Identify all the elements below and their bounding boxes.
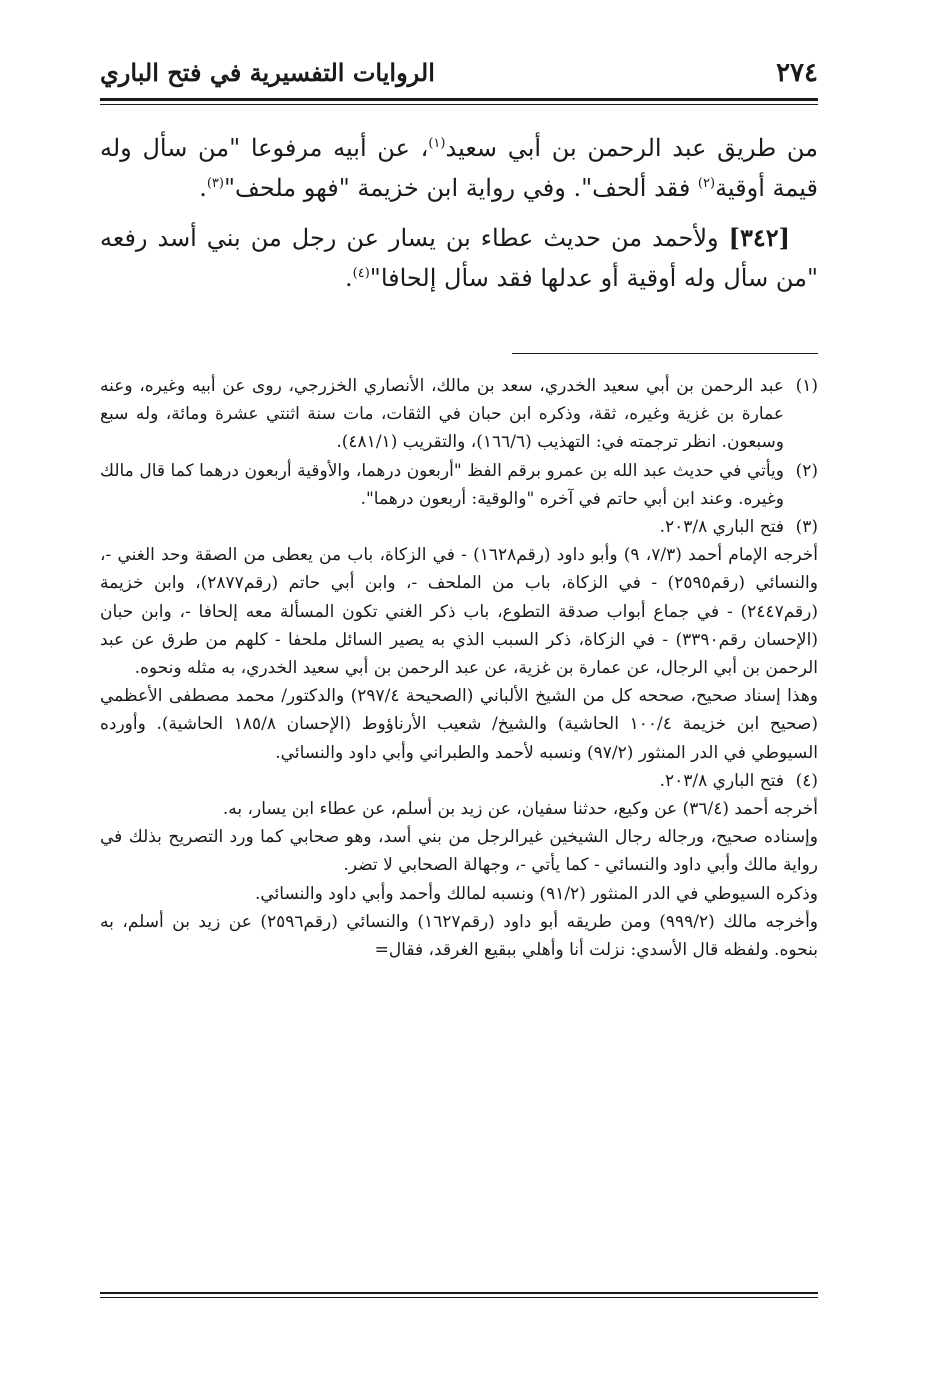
footnote-ref-3[interactable]: (٣): [206, 176, 224, 191]
header-rule-thin: [100, 104, 818, 105]
footnote-4: [100, 767, 818, 795]
footnote-ref-2[interactable]: (٢): [697, 176, 716, 191]
page-header: [100, 52, 818, 98]
narration-number: [٣٤٢]: [728, 223, 790, 252]
footnote-number: (١): [795, 376, 818, 396]
main-paragraph-1: من طريق عبد الرحمن بن أبي سعيد$^{(١)}$، عن أبيه مرفوعا "من سأل وله قيمة أوقية$^{(٢)}$ فقد ألحف". وفي رواية ابن خزيمة "فهو ملحف"$^{(٣)}$.: [100, 134, 818, 202]
footer-rules: [100, 1292, 818, 1298]
footer-rule-thick: [100, 1292, 818, 1294]
main-text: [100, 128, 818, 308]
footnote-separator: [512, 353, 818, 354]
footnote-3-paragraph: وهذا إسناد صحيح، صححه كل من الشيخ الألباني (الصحيحة ٢٩٧/٤) والدكتور/ محمد مصطفى الأعظمي (صحيح ابن خزيمة ١٠٠/٤ الحاشية) والشيخ/ شعيب الأرناؤوط (الإحسان ١٨٥/٨ الحاشية). وأورده السيوطي في الدر المنثور (٩٧/٢) ونسبه لأحمد والطبراني وأبي داود والنسائي.: [100, 686, 819, 763]
main-paragraph-2: [٣٤٢] ولأحمد من حديث عطاء بن يسار عن رجل من بني أسد رفعه "من سأل وله أوقية أو عدلها فقد سأل إلحافا"$^{(٤)}$.: [100, 223, 818, 292]
footnote-4-paragraph: وأخرجه مالك (٩٩٩/٢) ومن طريقه أبو داود (رقم١٦٢٧) والنسائي (رقم٢٥٩٦) عن زيد بن أسلم، به بنحوه. ولفظه قال الأسدي: نزلت أنا وأهلي ببقيع الغرقد، فقال=: [100, 911, 819, 961]
footer-rule-thin: [100, 1297, 818, 1298]
footnote-ref-4[interactable]: (٤): [352, 266, 370, 281]
footnote-2: [100, 457, 818, 513]
footnote-1: [100, 372, 818, 457]
footnote-text: عبد الرحمن بن أبي سعيد الخدري، سعد بن مالك، الأنصاري الخزرجي، روى عن أبيه وغيره، وعنه عمارة بن غزية وغيره، ثقة، وذكره ابن حبان في الثقات، مات سنة اثنتي عشرة ومائة، وله سبع وسبعون. انظر ترجمته في: التهذيب (١٦٦/٦)، والتقريب (٤٨١/١).: [100, 376, 784, 453]
page-number: ٢٧٤: [776, 58, 818, 88]
footnote-number: (٢): [795, 460, 818, 481]
footnote-ref-1[interactable]: (١): [428, 136, 446, 151]
footnote-3: [100, 513, 818, 541]
footnote-4-paragraph: أخرجه أحمد (٣٦/٤) عن وكيع، حدثنا سفيان، عن زيد بن أسلم، عن عطاء ابن يسار، به.: [222, 799, 818, 820]
footnote-4-paragraph: وإسناده صحيح، ورجاله رجال الشيخين غيرالرجل من بني أسد، وهو صحابي كما ورد التصريح بذلك في رواية مالك وأبي داود والنسائي - كما يأتي -، وجهالة الصحابي لا تضر.: [100, 827, 818, 876]
header-rule-thick: [100, 98, 818, 101]
running-title: الروايات التفسيرية في فتح الباري: [100, 58, 435, 87]
footnote-number: (٤): [795, 770, 818, 791]
footnote-text: ويأتي في حديث عبد الله بن عمرو برقم الفظ "أربعون درهما، والأوقية أربعون درهما كما قال مالك وغيره. وعند ابن أبي حاتم في آخره "والوقية: أربعون درهما".: [100, 460, 784, 509]
footnote-number: (٣): [795, 517, 818, 538]
footnote-3-paragraph: أخرجه الإمام أحمد (٧/٣، ٩) وأبو داود (رقم١٦٢٨) - في الزكاة، باب من يعطى من الصقة وحد الغني -، والنسائي (رقم٢٥٩٥) - في الزكاة، باب من الملحف -، وابن أبي حاتم (رقم٢٨٧٧)، وابن خزيمة (رقم٢٤٤٧) - في جماع أبواب صدقة التطوع، باب ذكر الغني تكون المسألة معه إلحافا -، وابن حبان (الإحسان رقم٣٣٩٠) - في الزكاة، ذكر السبب الذي به يصير السائل ملحفا - كلهم من طرق عن عبد الرحمن بن أبي الرجال، عن عمارة بن غزية، عن عبد الرحمن بن أبي سعيد الخدري، به مثله ونحوه.: [100, 545, 818, 679]
footnote-4-paragraph: وذكره السيوطي في الدر المنثور (٩١/٢) ونسبه لمالك وأحمد وأبي داود والنسائي.: [254, 883, 818, 904]
footnote-text: فتح الباري ٢٠٣/٨.: [659, 770, 784, 791]
footnote-text: فتح الباري ٢٠٣/٨.: [659, 517, 784, 538]
footnotes: [100, 372, 818, 964]
